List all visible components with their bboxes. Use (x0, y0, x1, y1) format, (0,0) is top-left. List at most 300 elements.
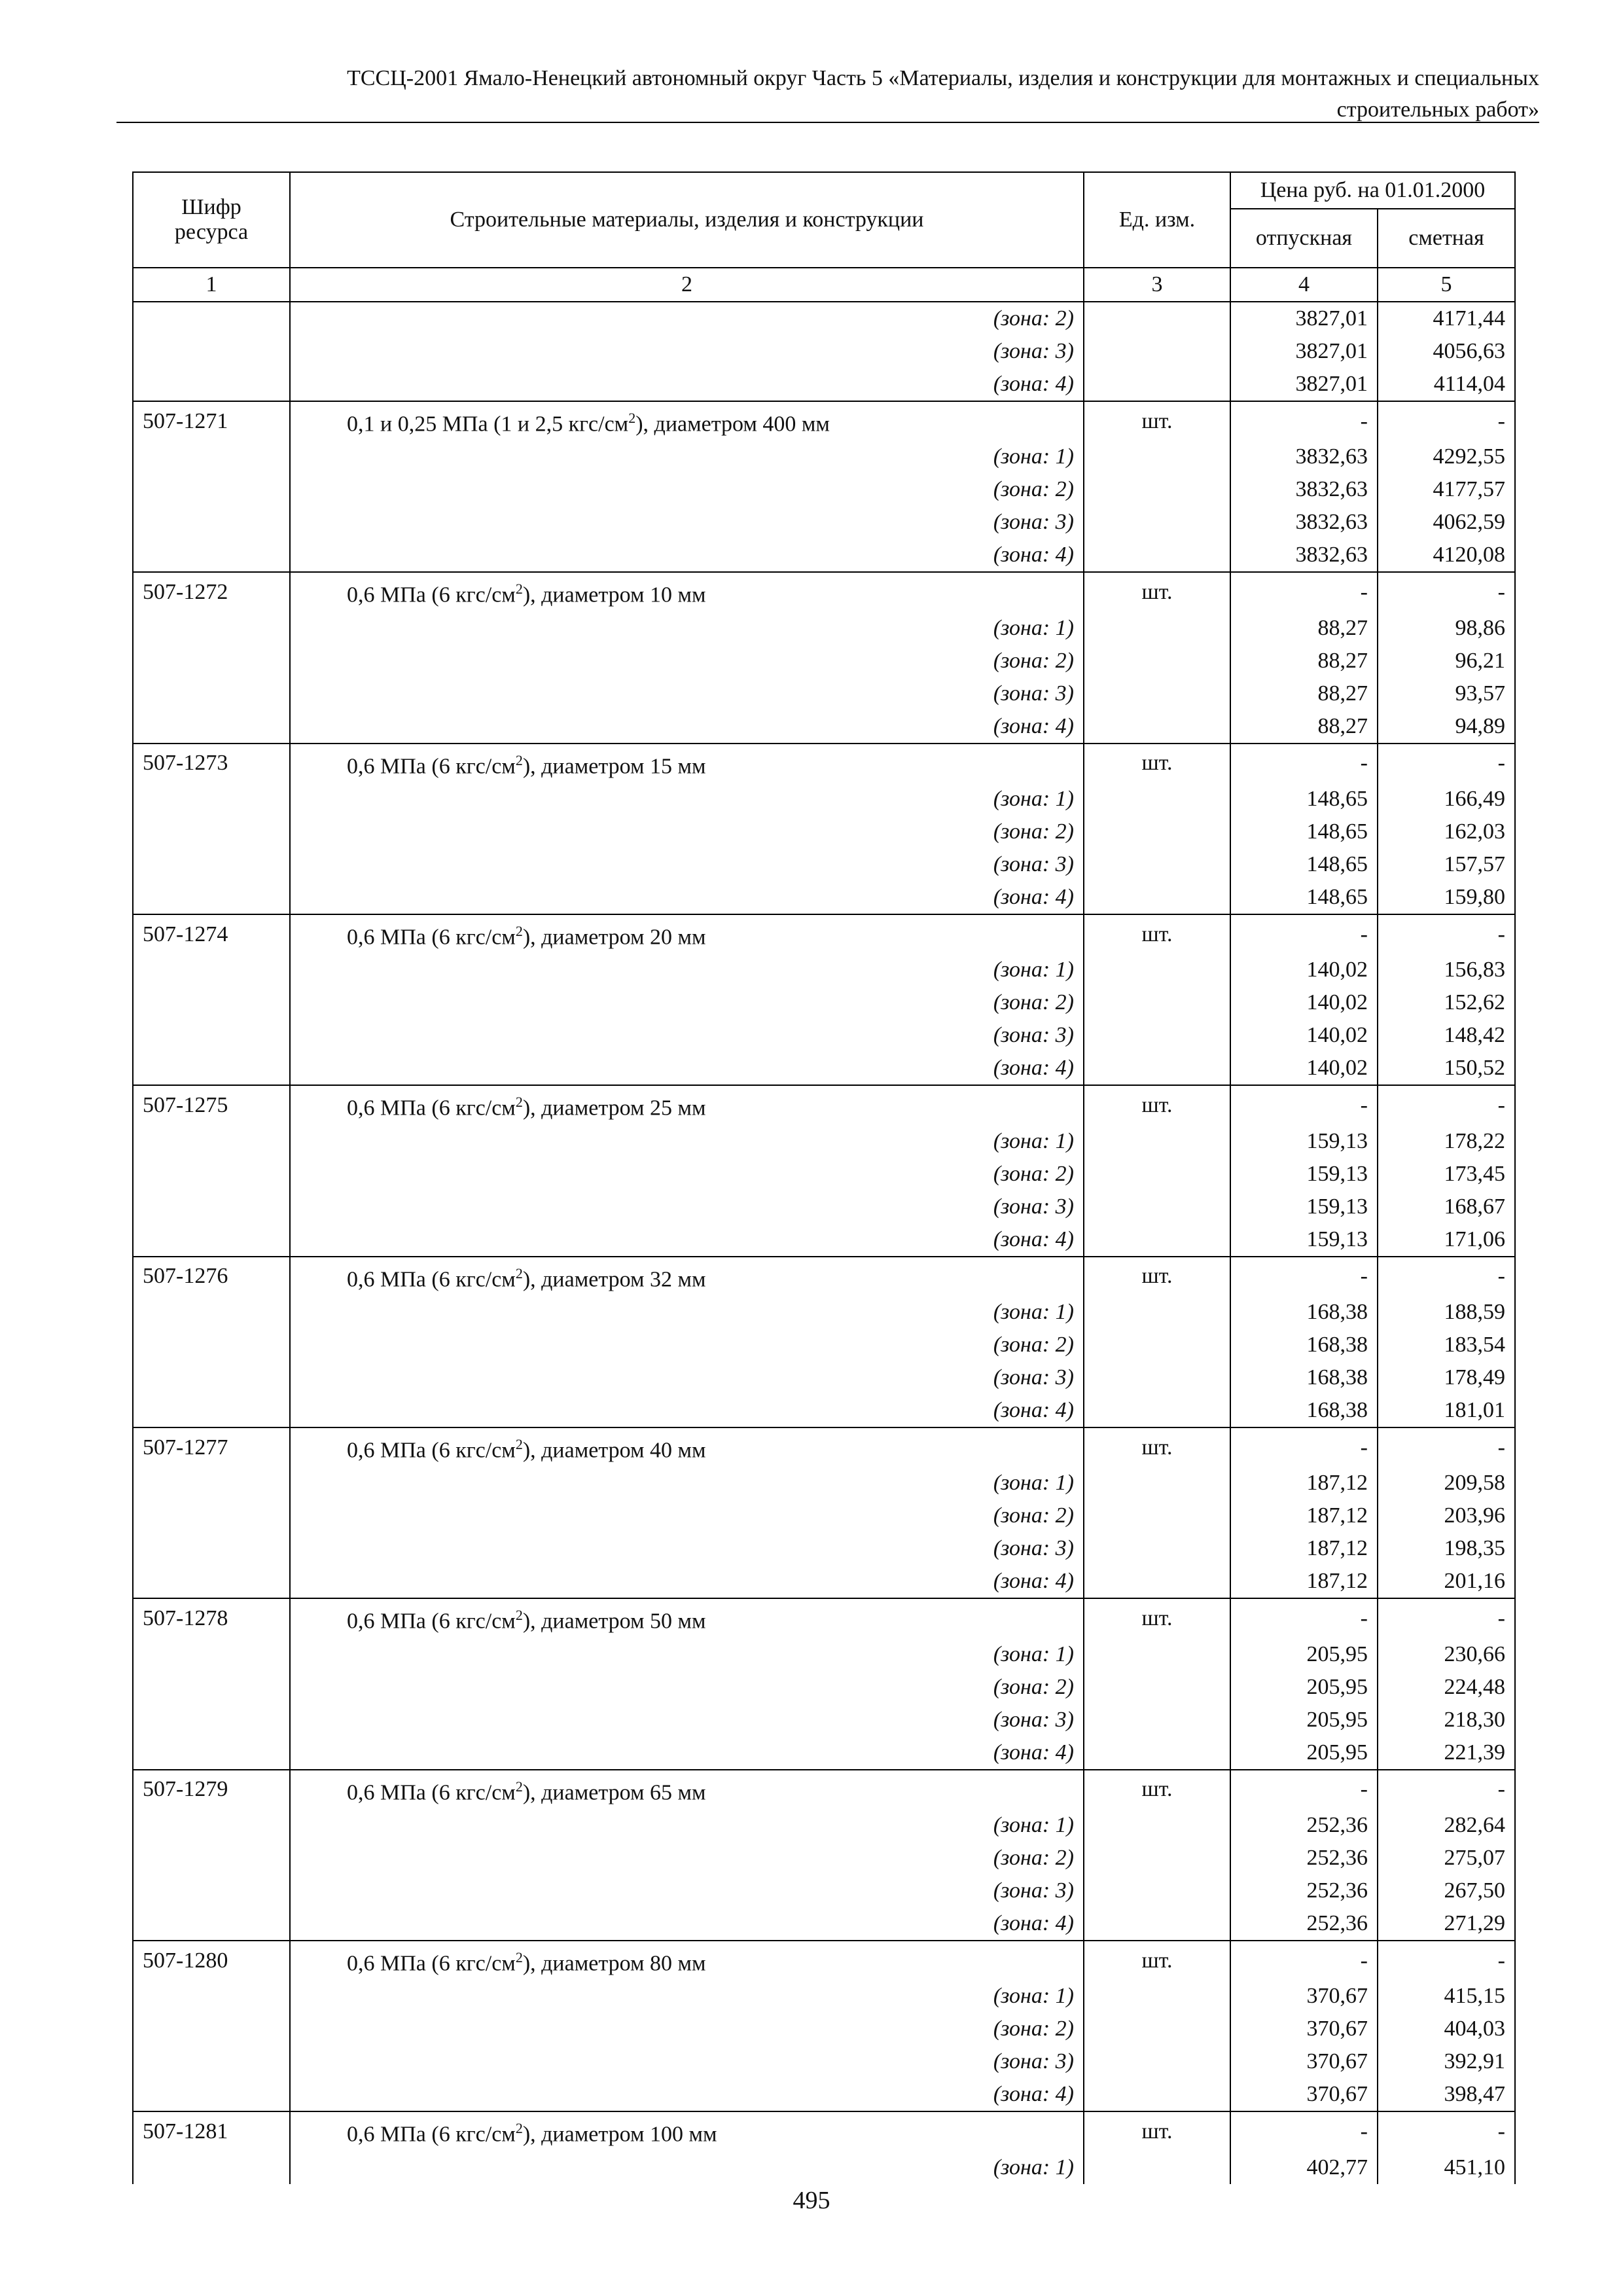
zone-release-price: 168,38 (1230, 1329, 1378, 1361)
resource-code-empty (133, 1052, 290, 1085)
resource-code-empty (133, 1499, 290, 1532)
zone-release-price: 88,27 (1230, 612, 1378, 645)
zone-row (133, 2151, 1515, 2184)
unit-empty (1084, 1532, 1230, 1565)
col-header-release: отпускная (1230, 209, 1378, 268)
zone-row (133, 506, 1515, 539)
table-row (133, 1257, 1515, 1296)
zone-estimate-price: 4177,57 (1378, 473, 1515, 506)
unit-empty (1084, 1125, 1230, 1158)
material-name-rest: ), диаметром 25 мм (522, 1096, 706, 1121)
zone-estimate-price: 178,22 (1378, 1125, 1515, 1158)
unit-empty (1084, 302, 1230, 335)
zone-label: (зона: 1) (290, 1980, 1084, 2013)
release-price: - (1230, 1941, 1378, 1980)
unit-empty (1084, 1874, 1230, 1907)
zone-release-price: 140,02 (1230, 986, 1378, 1019)
resource-code-empty (133, 368, 290, 401)
col-header-unit: Ед. изм. (1084, 172, 1230, 268)
zone-row (133, 645, 1515, 677)
material-name-rest: ), диаметром 400 мм (635, 412, 830, 437)
zone-estimate-price: 404,03 (1378, 2013, 1515, 2045)
zone-row (133, 848, 1515, 881)
col-number-4: 4 (1230, 268, 1378, 302)
zone-estimate-price: 178,49 (1378, 1361, 1515, 1394)
zone-estimate-price: 415,15 (1378, 1980, 1515, 2013)
unit-empty (1084, 954, 1230, 986)
zone-estimate-price: 173,45 (1378, 1158, 1515, 1191)
resource-code-empty (133, 1532, 290, 1565)
table-row (133, 572, 1515, 611)
table-row (133, 744, 1515, 783)
unit-empty (1084, 368, 1230, 401)
zone-estimate-price: 150,52 (1378, 1052, 1515, 1085)
material-name (290, 1085, 1084, 1124)
zone-release-price: 88,27 (1230, 677, 1378, 710)
unit-empty (1084, 1907, 1230, 1941)
table-row (133, 1770, 1515, 1809)
zone-row (133, 335, 1515, 368)
zone-row (133, 816, 1515, 848)
zone-row (133, 710, 1515, 744)
zone-release-price: 168,38 (1230, 1394, 1378, 1427)
zone-row (133, 1019, 1515, 1052)
zone-estimate-price: 282,64 (1378, 1809, 1515, 1842)
unit-empty (1084, 1565, 1230, 1598)
zone-estimate-price: 392,91 (1378, 2045, 1515, 2078)
material-name-text: 0,6 МПа (6 кгс/см (347, 753, 516, 778)
material-name-text: 0,6 МПа (6 кгс/см (347, 583, 516, 607)
zone-estimate-price: 271,29 (1378, 1907, 1515, 1941)
zone-estimate-price: 183,54 (1378, 1329, 1515, 1361)
resource-code-empty (133, 816, 290, 848)
zone-release-price: 159,13 (1230, 1223, 1378, 1257)
zone-estimate-price: 166,49 (1378, 783, 1515, 816)
zone-row (133, 2078, 1515, 2111)
table-row (133, 914, 1515, 954)
page-header (116, 63, 1539, 126)
col-header-code: Шифр ресурса (133, 172, 290, 268)
zone-release-price: 3832,63 (1230, 539, 1378, 572)
zone-label: (зона: 1) (290, 2151, 1084, 2184)
zone-row (133, 1809, 1515, 1842)
material-name-rest: ), диаметром 100 мм (522, 2122, 717, 2147)
zone-label: (зона: 4) (290, 710, 1084, 744)
resource-code-empty (133, 1296, 290, 1329)
resource-code-empty (133, 1671, 290, 1704)
resource-code-empty (133, 1191, 290, 1223)
resource-code-empty (133, 1467, 290, 1499)
material-name (290, 1770, 1084, 1809)
unit-empty (1084, 2013, 1230, 2045)
zone-estimate-price: 275,07 (1378, 1842, 1515, 1874)
zone-label: (зона: 4) (290, 1223, 1084, 1257)
col-number-2: 2 (290, 268, 1084, 302)
zone-release-price: 3832,63 (1230, 473, 1378, 506)
zone-release-price: 370,67 (1230, 2078, 1378, 2111)
material-name-superscript: 2 (515, 1948, 523, 1965)
zone-row (133, 1158, 1515, 1191)
col-header-name: Строительные материалы, изделия и конструкции (290, 172, 1084, 268)
estimate-price: - (1378, 744, 1515, 783)
zone-release-price: 187,12 (1230, 1565, 1378, 1598)
zone-release-price: 205,95 (1230, 1736, 1378, 1770)
release-price: - (1230, 914, 1378, 954)
zone-release-price: 159,13 (1230, 1158, 1378, 1191)
material-name (290, 1941, 1084, 1980)
zone-release-price: 88,27 (1230, 645, 1378, 677)
unit-empty (1084, 1329, 1230, 1361)
resource-code-empty (133, 710, 290, 744)
resource-code: 507-1276 (133, 1257, 290, 1296)
unit-empty (1084, 1499, 1230, 1532)
unit-empty (1084, 2078, 1230, 2111)
zone-row (133, 440, 1515, 473)
resource-code-empty (133, 2151, 290, 2184)
table-row (133, 1085, 1515, 1124)
zone-estimate-price: 157,57 (1378, 848, 1515, 881)
zone-release-price: 168,38 (1230, 1296, 1378, 1329)
zone-release-price: 252,36 (1230, 1874, 1378, 1907)
zone-row (133, 1704, 1515, 1736)
unit-empty (1084, 1736, 1230, 1770)
zone-label: (зона: 2) (290, 1671, 1084, 1704)
zone-row (133, 1052, 1515, 1085)
material-name-rest: ), диаметром 10 мм (522, 583, 706, 607)
table-row (133, 1941, 1515, 1980)
unit-empty (1084, 539, 1230, 572)
zone-release-price: 88,27 (1230, 710, 1378, 744)
material-name-superscript: 2 (628, 410, 636, 426)
resource-code-empty (133, 2078, 290, 2111)
unit: шт. (1084, 1257, 1230, 1296)
zone-row (133, 612, 1515, 645)
zone-label: (зона: 3) (290, 1361, 1084, 1394)
resource-code: 507-1278 (133, 1598, 290, 1638)
unit: шт. (1084, 744, 1230, 783)
unit-empty (1084, 1158, 1230, 1191)
material-name-rest: ), диаметром 80 мм (522, 1951, 706, 1976)
material-name-superscript: 2 (515, 2120, 523, 2137)
zone-row (133, 783, 1515, 816)
material-name-text: 0,1 и 0,25 МПа (1 и 2,5 кгс/см (347, 412, 629, 437)
zone-label: (зона: 4) (290, 2078, 1084, 2111)
zone-row (133, 1191, 1515, 1223)
resource-code: 507-1279 (133, 1770, 290, 1809)
resource-code-empty (133, 986, 290, 1019)
zone-release-price: 205,95 (1230, 1671, 1378, 1704)
resource-code-empty (133, 1638, 290, 1671)
zone-label: (зона: 2) (290, 302, 1084, 335)
resource-code: 507-1275 (133, 1085, 290, 1124)
material-name (290, 2111, 1084, 2151)
material-name-text: 0,6 МПа (6 кгс/см (347, 1951, 516, 1976)
material-name-superscript: 2 (515, 751, 523, 768)
resource-code-empty (133, 612, 290, 645)
resource-code-empty (133, 1394, 290, 1427)
zone-release-price: 370,67 (1230, 2045, 1378, 2078)
zone-estimate-price: 4292,55 (1378, 440, 1515, 473)
zone-label: (зона: 4) (290, 1907, 1084, 1941)
unit-empty (1084, 677, 1230, 710)
zone-label: (зона: 1) (290, 1638, 1084, 1671)
resource-code-empty (133, 506, 290, 539)
resource-code-empty (133, 1125, 290, 1158)
table-row (133, 401, 1515, 440)
zone-row (133, 881, 1515, 914)
zone-label: (зона: 4) (290, 1736, 1084, 1770)
estimate-price: - (1378, 1598, 1515, 1638)
unit-empty (1084, 645, 1230, 677)
unit-empty (1084, 1019, 1230, 1052)
resource-code: 507-1280 (133, 1941, 290, 1980)
zone-label: (зона: 1) (290, 1467, 1084, 1499)
zone-estimate-price: 4114,04 (1378, 368, 1515, 401)
resource-code-empty (133, 473, 290, 506)
zone-release-price: 3832,63 (1230, 506, 1378, 539)
unit: шт. (1084, 914, 1230, 954)
unit-empty (1084, 335, 1230, 368)
unit-empty (1084, 881, 1230, 914)
estimate-price: - (1378, 2111, 1515, 2151)
zone-row (133, 473, 1515, 506)
zone-label: (зона: 4) (290, 539, 1084, 572)
unit: шт. (1084, 1085, 1230, 1124)
zone-release-price: 205,95 (1230, 1638, 1378, 1671)
unit-empty (1084, 848, 1230, 881)
zone-release-price: 148,65 (1230, 783, 1378, 816)
resource-code-empty (133, 302, 290, 335)
zone-estimate-price: 162,03 (1378, 816, 1515, 848)
zone-label: (зона: 2) (290, 1499, 1084, 1532)
unit: шт. (1084, 1427, 1230, 1467)
col-number-3: 3 (1084, 268, 1230, 302)
unit: шт. (1084, 401, 1230, 440)
material-name-superscript: 2 (515, 1094, 523, 1111)
resource-code: 507-1281 (133, 2111, 290, 2151)
zone-estimate-price: 267,50 (1378, 1874, 1515, 1907)
unit-empty (1084, 1671, 1230, 1704)
estimate-price: - (1378, 914, 1515, 954)
resource-code-empty (133, 1223, 290, 1257)
zone-release-price: 140,02 (1230, 1052, 1378, 1085)
zone-release-price: 168,38 (1230, 1361, 1378, 1394)
zone-row (133, 539, 1515, 572)
unit-empty (1084, 2045, 1230, 2078)
resource-code-empty (133, 539, 290, 572)
material-name-rest: ), диаметром 50 мм (522, 1609, 706, 1634)
zone-release-price: 370,67 (1230, 2013, 1378, 2045)
zone-estimate-price: 159,80 (1378, 881, 1515, 914)
estimate-price: - (1378, 401, 1515, 440)
zone-estimate-price: 4062,59 (1378, 506, 1515, 539)
zone-release-price: 159,13 (1230, 1125, 1378, 1158)
col-number-5: 5 (1378, 268, 1515, 302)
zone-label: (зона: 4) (290, 881, 1084, 914)
zone-row (133, 677, 1515, 710)
material-name-text: 0,6 МПа (6 кгс/см (347, 1780, 516, 1804)
release-price: - (1230, 1427, 1378, 1467)
zone-estimate-price: 218,30 (1378, 1704, 1515, 1736)
material-name-text: 0,6 МПа (6 кгс/см (347, 1609, 516, 1634)
resource-code: 507-1277 (133, 1427, 290, 1467)
unit-empty (1084, 1704, 1230, 1736)
zone-estimate-price: 4171,44 (1378, 302, 1515, 335)
zone-estimate-price: 203,96 (1378, 1499, 1515, 1532)
resource-code: 507-1273 (133, 744, 290, 783)
zone-estimate-price: 148,42 (1378, 1019, 1515, 1052)
unit-empty (1084, 1052, 1230, 1085)
unit-empty (1084, 1361, 1230, 1394)
unit-empty (1084, 1223, 1230, 1257)
zone-estimate-price: 152,62 (1378, 986, 1515, 1019)
resource-code: 507-1274 (133, 914, 290, 954)
zone-release-price: 148,65 (1230, 816, 1378, 848)
resource-code-empty (133, 1874, 290, 1907)
estimate-price: - (1378, 572, 1515, 611)
release-price: - (1230, 2111, 1378, 2151)
zone-label: (зона: 2) (290, 645, 1084, 677)
material-name-rest: ), диаметром 65 мм (522, 1780, 706, 1804)
zone-label: (зона: 4) (290, 368, 1084, 401)
zone-estimate-price: 451,10 (1378, 2151, 1515, 2184)
material-name-superscript: 2 (515, 922, 523, 939)
zone-row (133, 1874, 1515, 1907)
zone-label: (зона: 3) (290, 1704, 1084, 1736)
zone-release-price: 187,12 (1230, 1499, 1378, 1532)
zone-label: (зона: 2) (290, 1842, 1084, 1874)
zone-label: (зона: 1) (290, 954, 1084, 986)
zone-label: (зона: 3) (290, 506, 1084, 539)
zone-estimate-price: 209,58 (1378, 1467, 1515, 1499)
zone-estimate-price: 198,35 (1378, 1532, 1515, 1565)
zone-label: (зона: 2) (290, 2013, 1084, 2045)
zone-label: (зона: 3) (290, 2045, 1084, 2078)
resource-code-empty (133, 881, 290, 914)
resource-code: 507-1271 (133, 401, 290, 440)
resource-code-empty (133, 677, 290, 710)
zone-row (133, 986, 1515, 1019)
unit-empty (1084, 1296, 1230, 1329)
zone-label: (зона: 2) (290, 986, 1084, 1019)
zone-label: (зона: 1) (290, 1296, 1084, 1329)
header-rule (116, 122, 1539, 123)
col-header-price: Цена руб. на 01.01.2000 (1230, 172, 1515, 209)
header-line-2: строительных работ» (1336, 98, 1539, 122)
zone-row (133, 368, 1515, 401)
zone-row (133, 2045, 1515, 2078)
zone-row (133, 1125, 1515, 1158)
zone-estimate-price: 171,06 (1378, 1223, 1515, 1257)
col-number-1: 1 (133, 268, 290, 302)
zone-release-price: 3827,01 (1230, 302, 1378, 335)
resource-code-empty (133, 1736, 290, 1770)
zone-row (133, 954, 1515, 986)
zone-row (133, 1565, 1515, 1598)
table-row (133, 1427, 1515, 1467)
zone-label: (зона: 1) (290, 440, 1084, 473)
resource-code-empty (133, 1565, 290, 1598)
zone-estimate-price: 94,89 (1378, 710, 1515, 744)
zone-estimate-price: 230,66 (1378, 1638, 1515, 1671)
zone-row (133, 1736, 1515, 1770)
material-name (290, 744, 1084, 783)
resource-code-empty (133, 1019, 290, 1052)
zone-row (133, 302, 1515, 335)
zone-label: (зона: 3) (290, 677, 1084, 710)
material-name (290, 572, 1084, 611)
material-name-superscript: 2 (515, 1435, 523, 1452)
page-number: 495 (793, 2187, 830, 2214)
unit: шт. (1084, 1770, 1230, 1809)
estimate-price: - (1378, 1941, 1515, 1980)
resource-code-empty (133, 1329, 290, 1361)
zone-row (133, 1980, 1515, 2013)
release-price: - (1230, 1085, 1378, 1124)
resource-code-empty (133, 1361, 290, 1394)
material-name-rest: ), диаметром 15 мм (522, 753, 706, 778)
zone-row (133, 1671, 1515, 1704)
unit-empty (1084, 986, 1230, 1019)
zone-estimate-price: 224,48 (1378, 1671, 1515, 1704)
zone-estimate-price: 4056,63 (1378, 335, 1515, 368)
zone-label: (зона: 2) (290, 1158, 1084, 1191)
zone-estimate-price: 98,86 (1378, 612, 1515, 645)
zone-row (133, 1296, 1515, 1329)
zone-estimate-price: 398,47 (1378, 2078, 1515, 2111)
zone-label: (зона: 3) (290, 1019, 1084, 1052)
estimate-price: - (1378, 1770, 1515, 1809)
zone-row (133, 1532, 1515, 1565)
unit-empty (1084, 1638, 1230, 1671)
zone-estimate-price: 93,57 (1378, 677, 1515, 710)
zone-release-price: 148,65 (1230, 881, 1378, 914)
resource-code-empty (133, 1907, 290, 1941)
header-line-1: ТССЦ-2001 Ямало-Ненецкий автономный округ Часть 5 «Материалы, изделия и конструкции для монтажных и специальных (347, 66, 1539, 90)
zone-estimate-price: 96,21 (1378, 645, 1515, 677)
zone-estimate-price: 188,59 (1378, 1296, 1515, 1329)
resource-code-empty (133, 954, 290, 986)
material-name-superscript: 2 (515, 1778, 523, 1795)
unit-empty (1084, 473, 1230, 506)
unit: шт. (1084, 1941, 1230, 1980)
material-name (290, 1598, 1084, 1638)
zone-label: (зона: 4) (290, 1052, 1084, 1085)
zone-label: (зона: 3) (290, 1532, 1084, 1565)
zone-estimate-price: 221,39 (1378, 1736, 1515, 1770)
zone-label: (зона: 3) (290, 1191, 1084, 1223)
zone-release-price: 159,13 (1230, 1191, 1378, 1223)
zone-row (133, 1907, 1515, 1941)
resource-code-empty (133, 1842, 290, 1874)
release-price: - (1230, 1257, 1378, 1296)
resource-code-empty (133, 1704, 290, 1736)
unit-empty (1084, 1394, 1230, 1427)
table-row (133, 1598, 1515, 1638)
zone-label: (зона: 1) (290, 783, 1084, 816)
unit-empty (1084, 1842, 1230, 1874)
zone-label: (зона: 2) (290, 473, 1084, 506)
zone-release-price: 3832,63 (1230, 440, 1378, 473)
resource-code-empty (133, 1809, 290, 1842)
release-price: - (1230, 401, 1378, 440)
zone-label: (зона: 2) (290, 1329, 1084, 1361)
material-name-rest: ), диаметром 32 мм (522, 1266, 706, 1291)
unit-empty (1084, 1191, 1230, 1223)
resource-code-empty (133, 783, 290, 816)
estimate-price: - (1378, 1427, 1515, 1467)
material-name (290, 914, 1084, 954)
